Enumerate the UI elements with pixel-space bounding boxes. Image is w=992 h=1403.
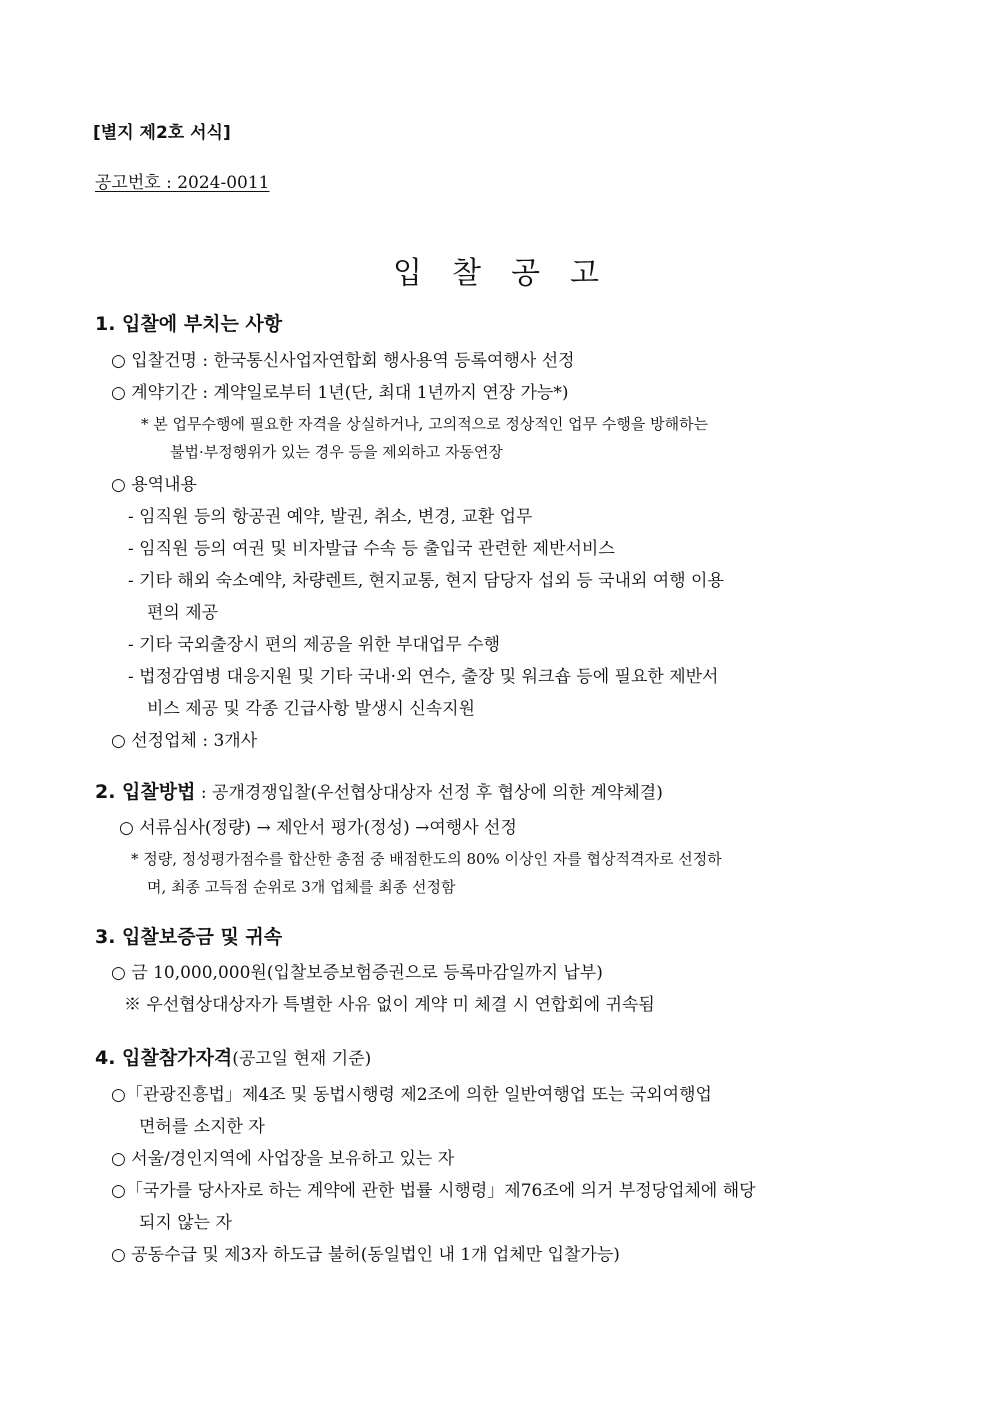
scope-item-4: - 기타 국외출장시 편의 제공을 위한 부대업무 수행 [128,635,501,655]
qualification-1-line-1: ○「관광진흥법」제4조 및 동법시행령 제2조에 의한 일반여행업 또는 국외여행업 [111,1085,712,1105]
section-2-heading [95,777,663,804]
notice-number: 공고번호 : 2024-0011 [95,173,270,193]
evaluation-note-line-1: * 정량, 정성평가점수를 합산한 총점 중 배점한도의 80% 이상인 자를 협상적격자로 선정하 [131,850,722,868]
bid-process: ○ 서류심사(정량) → 제안서 평가(정성) →여행사 선정 [119,818,517,838]
section-4-title: 4. 입찰참가자격 [95,1047,233,1069]
scope-item-3-line-1: - 기타 해외 숙소예약, 차량렌트, 현지교통, 현지 담당자 섭외 등 국내외 여행 이용 [128,571,724,591]
qualification-1-line-2: 면허를 소지한 자 [139,1117,265,1137]
deposit-amount: ○ 금 10,000,000원(입찰보증보험증권으로 등록마감일까지 납부) [111,963,603,983]
form-label: [별지 제2호 서식] [93,123,231,143]
page-title: 입찰공고 [393,256,629,291]
evaluation-note-line-2: 며, 최종 고득점 순위로 3개 업체를 최종 선정함 [147,878,456,896]
section-4-heading [95,1043,371,1070]
qualification-4: ○ 공동수급 및 제3자 하도급 불허(동일법인 내 1개 업체만 입찰가능) [111,1245,620,1265]
scope-item-1: - 임직원 등의 항공권 예약, 발권, 취소, 변경, 교환 업무 [128,507,533,527]
scope-item-2: - 임직원 등의 여권 및 비자발급 수속 등 출입국 관련한 제반서비스 [128,539,615,559]
service-scope-label: ○ 용역내용 [111,475,197,495]
section-3-heading: 3. 입찰보증금 및 귀속 [95,926,283,948]
section-2-description: : 공개경쟁입찰(우선협상대상자 선정 후 협상에 의한 계약체결) [195,783,663,803]
section-1-heading: 1. 입찰에 부치는 사항 [95,313,283,335]
qualification-2: ○ 서울/경인지역에 사업장을 보유하고 있는 자 [111,1149,455,1169]
contract-period: ○ 계약기간 : 계약일로부터 1년(단, 최대 1년까지 연장 가능*) [111,383,569,403]
deposit-note: ※ 우선협상대상자가 특별한 사유 없이 계약 미 체결 시 연합회에 귀속됨 [124,995,655,1015]
qualification-3-line-1: ○「국가를 당사자로 하는 계약에 관한 법률 시행령」제76조에 의거 부정당업체에 해당 [111,1181,756,1201]
qualification-3-line-2: 되지 않는 자 [139,1213,232,1233]
scope-item-5-line-1: - 법정감염병 대응지원 및 기타 국내·외 연수, 출장 및 워크숍 등에 필요한 제반서 [128,667,719,687]
scope-item-3-line-2: 편의 제공 [147,603,219,623]
section-2-title: 2. 입찰방법 [95,781,196,803]
scope-item-5-line-2: 비스 제공 및 각종 긴급사항 발생시 신속지원 [147,699,476,719]
bid-item-name: ○ 입찰건명 : 한국통신사업자연합회 행사용역 등록여행사 선정 [111,351,575,371]
section-4-description: (공고일 현재 기준) [232,1049,372,1069]
contract-note-line-2: 불법·부정행위가 있는 경우 등을 제외하고 자동연장 [170,443,503,461]
selected-companies: ○ 선정업체 : 3개사 [111,731,258,751]
contract-note-line-1: * 본 업무수행에 필요한 자격을 상실하거나, 고의적으로 정상적인 업무 수행을 방해하는 [141,415,709,433]
